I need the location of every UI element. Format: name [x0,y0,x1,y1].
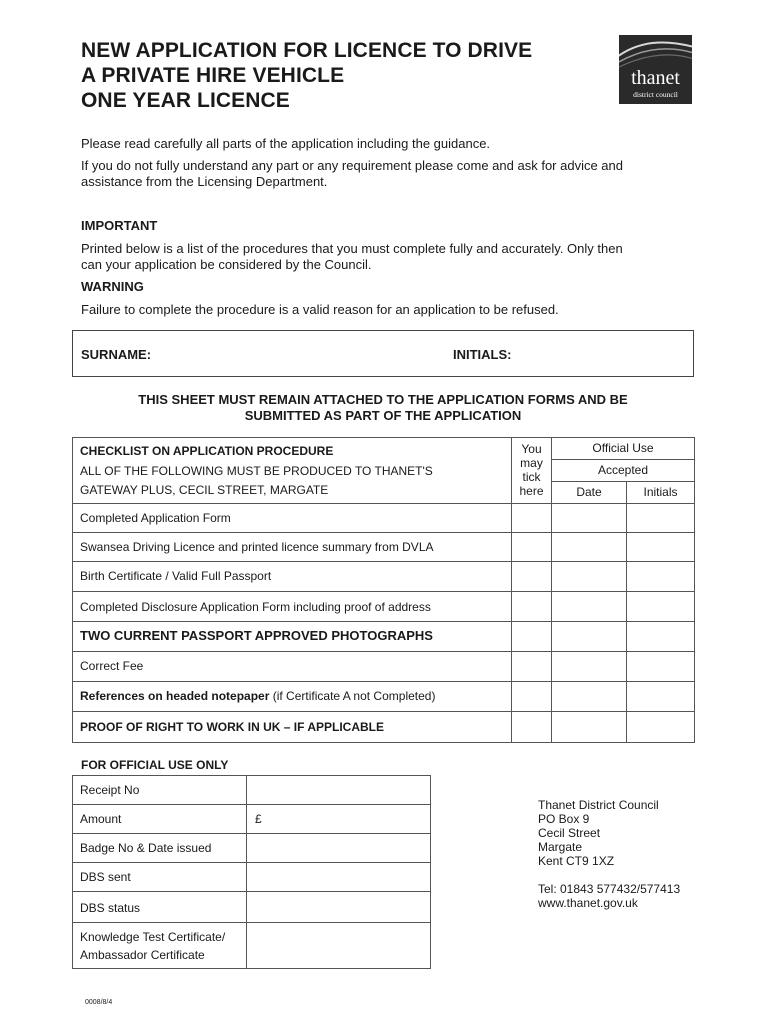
checklist-item-correct-fee: Correct Fee [80,659,144,673]
references-label: References on headed notepaper [80,689,270,703]
checklist-item-birth-certificate: Birth Certificate / Valid Full Passport [80,569,272,583]
receipt-no-label: Receipt No [80,783,140,797]
tick-box-right-to-work[interactable] [512,712,551,742]
initials-label: INITIALS: [453,347,512,362]
badge-no-label: Badge No & Date issued [80,841,212,855]
address-web[interactable]: www.thanet.gov.uk [538,896,638,910]
intro-paragraph-2a: If you do not fully understand any part or any requirement please come and ask for advice and [81,158,623,173]
dbs-sent-label: DBS sent [80,870,131,884]
official-use-header: Official Use [592,441,654,455]
tick-box-disclosure-form[interactable] [512,592,551,621]
amount-label: Amount [80,812,122,826]
official-use-heading: FOR OFFICIAL USE ONLY [81,758,229,772]
tick-header-2: may [520,456,543,470]
tick-box-references[interactable] [512,682,551,711]
address-tel: Tel: 01843 577432/577413 [538,882,681,896]
important-heading: IMPORTANT [81,218,158,233]
badge-no-field[interactable] [247,834,430,862]
knowledge-test-label-1: Knowledge Test Certificate/ [80,930,226,944]
address-line-1: Thanet District Council [538,798,659,812]
checklist-heading: CHECKLIST ON APPLICATION PROCEDURE [80,444,334,458]
name-box[interactable] [72,330,694,377]
checklist-item-references [80,689,435,703]
dbs-status-label: DBS status [80,901,141,915]
warning-text: Failure to complete the procedure is a valid reason for an application to be refused. [81,302,559,317]
tick-header-3: tick [522,470,541,484]
surname-label: SURNAME: [81,347,152,362]
title-line-1: NEW APPLICATION FOR LICENCE TO DRIVE [81,39,533,62]
address-line-3: Cecil Street [538,826,601,840]
page-title [81,38,532,113]
initials-header: Initials [643,485,678,499]
receipt-no-field[interactable] [247,776,430,804]
knowledge-test-field[interactable] [247,923,430,968]
tick-box-driving-licence[interactable] [512,533,551,561]
dbs-status-field[interactable] [247,892,430,922]
tick-box-birth-certificate[interactable] [512,562,551,591]
accepted-header: Accepted [597,463,649,477]
checklist-item-driving-licence: Swansea Driving Licence and printed licence summary from DVLA [80,540,434,554]
address-line-5: Kent CT9 1XZ [538,854,615,868]
logo-wordmark: thanet [631,67,680,89]
checklist-item-application-form: Completed Application Form [80,511,231,525]
checklist-sub-2: GATEWAY PLUS, CECIL STREET, MARGATE [80,483,329,497]
important-line-1: Printed below is a list of the procedures that you must complete fully and accurately. Only then [81,241,623,256]
references-suffix: (if Certificate A not Completed) [269,689,436,703]
tick-header-1: You [521,442,542,456]
checklist-sub-1: ALL OF THE FOLLOWING MUST BE PRODUCED TO THANET'S [80,464,433,478]
intro-paragraph-1: Please read carefully all parts of the application including the guidance. [81,136,491,151]
checklist-item-right-to-work: PROOF OF RIGHT TO WORK IN UK – IF APPLICABLE [80,720,385,734]
thanet-logo [619,35,692,104]
title-line-3: ONE YEAR LICENCE [81,89,290,112]
tick-box-application-form[interactable] [512,504,551,532]
tick-box-photographs[interactable] [512,622,551,651]
warning-heading: WARNING [81,279,144,294]
checklist-item-disclosure-form: Completed Disclosure Application Form including proof of address [80,600,431,614]
amount-field[interactable] [264,805,430,833]
tick-header-4: here [519,484,544,498]
date-header: Date [576,485,602,499]
title-line-2: A PRIVATE HIRE VEHICLE [81,64,345,87]
intro-paragraph-2b: assistance from the Licensing Department. [81,174,328,189]
form-code: 0008/8/4 [85,999,113,1006]
address-line-4: Margate [538,840,583,854]
tick-box-correct-fee[interactable] [512,652,551,681]
logo-subtitle: district council [633,90,678,99]
currency-symbol: £ [255,812,262,826]
address-line-2: PO Box 9 [538,812,590,826]
dbs-sent-field[interactable] [247,863,430,891]
attached-notice-line-1: THIS SHEET MUST REMAIN ATTACHED TO THE APPLICATION FORMS AND BE [138,392,628,407]
attached-notice-line-2: SUBMITTED AS PART OF THE APPLICATION [244,408,522,423]
important-line-2: can your application be considered by the Council. [81,257,372,272]
checklist-item-photographs: TWO CURRENT PASSPORT APPROVED PHOTOGRAPHS [80,628,433,643]
knowledge-test-label-2: Ambassador Certificate [80,948,205,962]
